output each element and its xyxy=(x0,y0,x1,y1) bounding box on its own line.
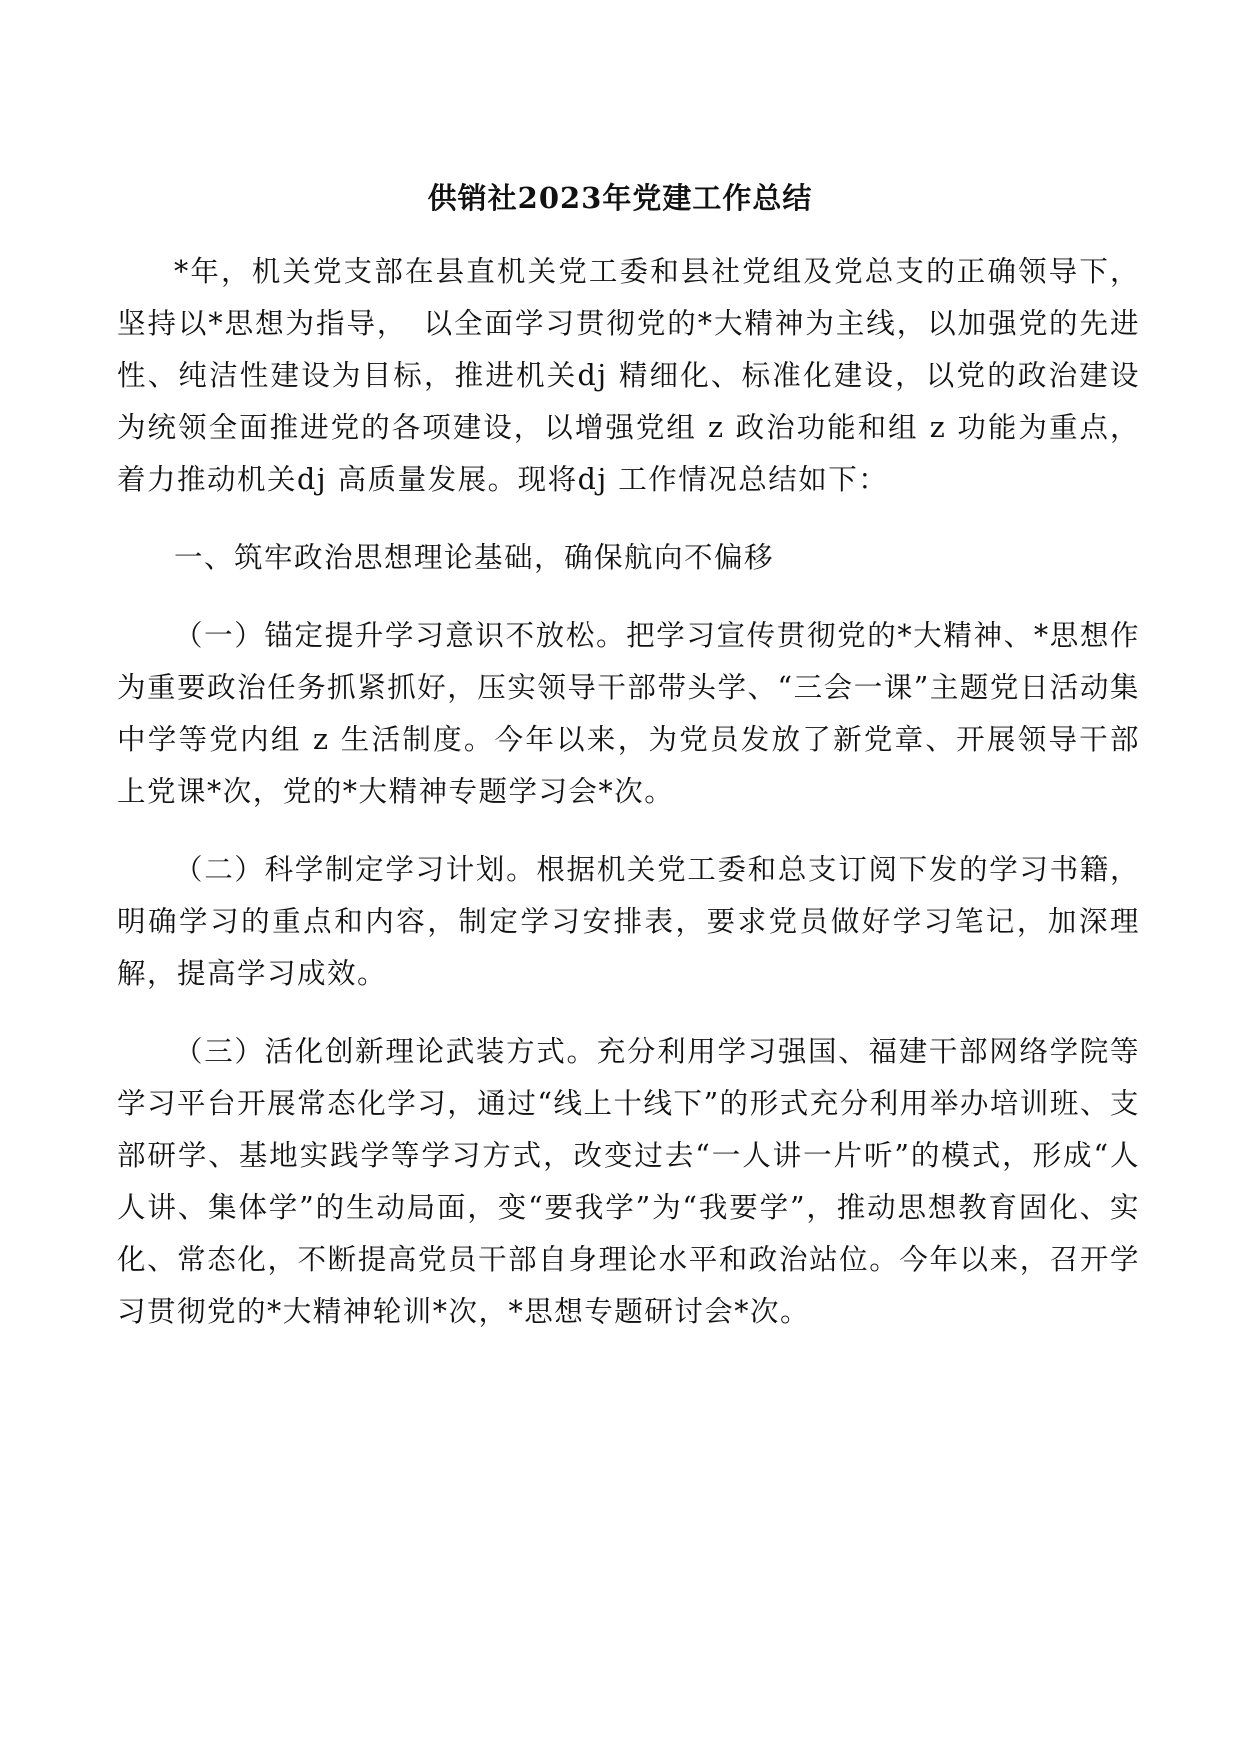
document-body xyxy=(117,246,1140,1338)
subsection-paragraph-1: （一）锚定提升学习意识不放松。把学习宣传贯彻党的*大精神、*思想作为重要政治任务抓紧抓好，压实领导干部带头学、“三会一课”主题党日活动集中学等党内组 z 生活制度。今年以来，为党员发放了新党章、开展领导干部上党课*次，党的*大精神专题学习会*次。 xyxy=(117,619,1140,808)
intro-paragraph: *年，机关党支部在县直机关党工委和县社党组及党总支的正确领导下，坚持以*思想为指导， 以全面学习贯彻党的*大精神为主线，以加强党的先进性、纯洁性建设为目标，推进机关dj 精细化、标准化建设，以党的政治建设为统领全面推进党的各项建设，以增强党组 z 政治功能和组 z 功能为重点，着力推动机关dj 高质量发展。现将dj 工作情况总结如下： xyxy=(117,255,1140,496)
section-heading-1: 一、筑牢政治思想理论基础，确保航向不偏移 xyxy=(174,541,775,574)
subsection-paragraph-3: （三）活化创新理论武装方式。充分利用学习强国、福建干部网络学院等学习平台开展常态化学习，通过“线上十线下”的形式充分利用举办培训班、支部研学、基地实践学等学习方式，改变过去“一人讲一片听”的模式，形成“人人讲、集体学”的生动局面，变“要我学”为“我要学”，推动思想教育固化、实化、常态化，不断提高党员干部自身理论水平和政治站位。今年以来，召开学习贯彻党的*大精神轮训*次，*思想专题研讨会*次。 xyxy=(117,1035,1140,1328)
subsection-paragraph-2: （二）科学制定学习计划。根据机关党工委和总支订阅下发的学习书籍，明确学习的重点和内容，制定学习安排表，要求党员做好学习笔记，加深理解，提高学习成效。 xyxy=(117,853,1140,990)
document-title: 供销社2023年党建工作总结 xyxy=(427,181,813,215)
